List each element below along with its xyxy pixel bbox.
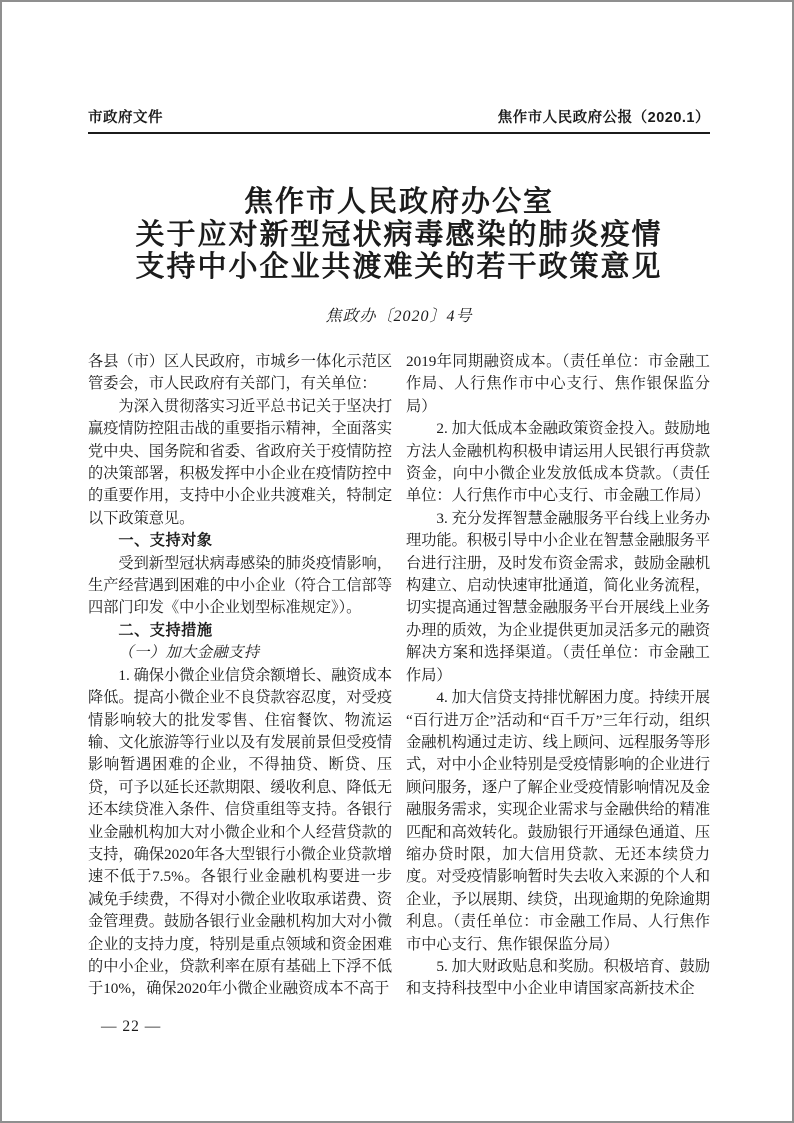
title-line-1: 焦作市人民政府办公室 (243, 186, 554, 218)
header-left-label: 市政府文件 (88, 110, 163, 126)
body-paragraph: 为深入贯彻落实习近平总书记关于坚决打赢疫情防控阻击战的重要指示精神，全面落实党中央、国务院和省委、省政府关于疫情防控的决策部署，积极发挥中小企业在疫情防控中的重要作用，支持中小企业共渡难关，特制定以下政策意见。 (88, 397, 392, 527)
document-title (2, 186, 794, 284)
column-right (406, 351, 710, 1001)
body-paragraph: 4. 加大信贷支持排忧解困力度。持续开展“百行进万企”活动和“百千万”三年行动，组织金融机构通过走访、线上顾问、远程服务等形式，对中小企业特别是受疫情影响的企业进行顾问服务，逐户了解企业受疫情影响情况及金融服务需求，实现企业需求与金融供给的精准匹配和高效转化。鼓励银行开通绿色通道、压缩办贷时限，加大信用贷款、无还本续贷力度。对受疫情影响暂时失去收入来源的个人和企业，予以展期、续贷，出现逾期的免除逾期利息。（责任单位：市金融工作局、人行焦作市中心支行、焦作银保监分局） (406, 689, 710, 953)
page-header (88, 106, 710, 127)
header-divider (88, 132, 710, 134)
section-heading: 一、支持对象 (118, 532, 213, 550)
header-right-label: 焦作市人民政府公报（2020.1） (497, 110, 710, 126)
body-paragraph: 2. 加大低成本金融政策资金投入。鼓励地方法人金融机构积极申请运用人民银行再贷款资金，向中小微企业发放低成本贷款。（责任单位：人行焦作市中心支行、市金融工作局） (406, 420, 710, 505)
title-line-2: 关于应对新型冠状病毒感染的肺炎疫情 (135, 218, 663, 251)
body-paragraph: 5. 加大财政贴息和奖励。积极培育、鼓励和支持科技型中小企业申请国家高新技术企 (406, 957, 710, 998)
body-paragraph: 1. 确保小微企业信贷余额增长、融资成本降低。提高小微企业不良贷款容忍度，对受疫情影响较大的批发零售、住宿餐饮、物流运输、文化旅游等行业以及有发展前景但受疫情影响暂遇困难的企业，不得抽贷、断贷、压贷，可予以延长还款期限、缓收利息、降低无还本续贷准入条件、信贷重组等支持。各银行业金融机构加大对小微企业和个人经营贷款的支持，确保2020年各大型银行小微企业贷款增速不低于7.5%。各银行业金融机构要进一步减免手续费，不得对小微企业收取承诺费、资金管理费。鼓励各银行业金融机构加大对小微企业的支持力度，特别是重点领域和资金困难的中小企业，贷款利率在原有基础上下浮不低于10%，确保2020年小微企业融资成本不高于 (88, 666, 392, 998)
title-line-3: 支持中小企业共渡难关的若干政策意见 (135, 251, 663, 283)
body-paragraph: 各县（市）区人民政府，市城乡一体化示范区管委会，市人民政府有关部门，有关单位： (88, 353, 392, 393)
body-paragraph: 受到新型冠状病毒感染的肺炎疫情影响，生产经营遇到困难的中小企业（符合工信部等四部门印发《中小企业划型标准规定》）。 (88, 554, 392, 617)
body-paragraph: 3. 充分发挥智慧金融服务平台线上业务办理功能。积极引导中小企业在智慧金融服务平台进行注册，及时发布资金需求，鼓励金融机构建立、启动快速审批通道，简化业务流程，切实提高通过智慧金融服务平台开展线上业务办理的质效，为企业提供更加灵活多元的融资解决方案和选择渠道。（责任单位：市金融工作局） (406, 509, 710, 684)
section-heading: 二、支持措施 (118, 621, 213, 639)
sub-section-heading: （一）加大金融支持 (118, 644, 260, 662)
column-left (88, 351, 392, 1001)
body-paragraph: 2019年同期融资成本。（责任单位：市金融工作局、人行焦作市中心支行、焦作银保监分局） (406, 353, 710, 415)
page-number: — 22 — (101, 1018, 162, 1035)
document-number: 焦政办〔2020〕4号 (325, 308, 473, 325)
